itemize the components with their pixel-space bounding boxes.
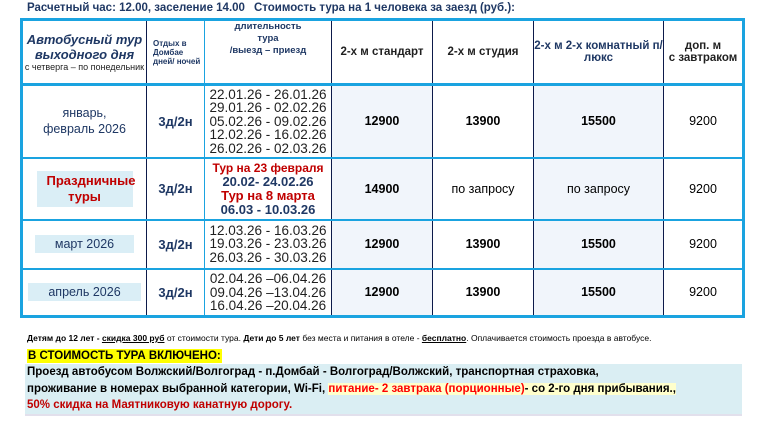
included-box: [25, 364, 742, 416]
note-part: . Оплачивается стоимость проезда в автобусе.: [466, 333, 652, 343]
table-row: [22, 85, 744, 158]
header-studio: 2-х м студия: [433, 20, 534, 85]
extra-label-2: с завтраком: [668, 52, 738, 64]
price-studio: по запросу: [433, 158, 534, 220]
nights-cell: 3д/2н: [147, 85, 205, 158]
date-range: 16.04.26 –20.04.26: [209, 298, 327, 313]
header-extra: [664, 20, 744, 85]
tour-price-table: [20, 18, 745, 318]
included-line-3: 50% скидка на Маятниковую канатную дорогу.: [27, 399, 293, 411]
date-range: 26.03.26 - 30.03.26: [209, 249, 327, 265]
date-range: 22.01.26 - 26.01.26: [209, 86, 327, 102]
nights-cell: 3д/2н: [147, 158, 205, 220]
period-cell: [22, 269, 147, 317]
price-lux: 15500: [534, 220, 664, 269]
table-row: [22, 158, 744, 220]
price-extra: 9200: [664, 158, 744, 220]
price-standard: 12900: [332, 269, 433, 317]
date-range: 19.03.26 - 23.03.26: [209, 236, 327, 252]
price-studio: 13900: [433, 269, 534, 317]
included-line-1: Проезд автобусом Волжский/Волгоград - п.Домбай - Волгоград/Волжский, транспортная страховка,: [27, 366, 599, 378]
included-text: проживание в номерах выбранной категории, Wi-Fi,: [27, 382, 329, 395]
date-range: 20.02- 24.02.26: [222, 173, 314, 189]
date-range: 02.04.26 –06.04.26: [209, 271, 327, 286]
holiday-title: Тур на 8 марта: [221, 187, 315, 203]
header-lux: 2-х м 2-х комнатный п/люкс: [534, 20, 664, 85]
checkout-info: Расчетный час: 12.00, заселение 14.00: [27, 2, 245, 14]
price-lux: по запросу: [534, 158, 664, 220]
date-range: 12.02.26 - 16.02.26: [209, 127, 327, 142]
price-lux: 15500: [534, 269, 664, 317]
header-standard: 2-х м стандарт: [332, 20, 433, 85]
date-range: 06.03 - 10.03.26: [220, 201, 316, 217]
price-title: Стоимость тура на 1 человека за заезд (руб.):: [254, 2, 515, 14]
extra-label-1: доп. м: [684, 40, 722, 52]
meals-text: питание- 2 завтрака (порционные): [328, 382, 525, 395]
date-range: 26.02.26 - 02.03.26: [209, 140, 327, 156]
header-rest: Отдых в Домбае дней/ ночей: [147, 20, 205, 85]
tour-subtitle: с четверга – по понедельник: [24, 61, 145, 72]
included-line-2: [27, 381, 742, 398]
price-studio: 13900: [433, 220, 534, 269]
dates-cell: [205, 158, 332, 220]
period-cell: январь, февраль 2026: [22, 85, 147, 158]
included-title: В СТОИМОСТЬ ТУРА ВКЛЮЧЕНО:: [28, 350, 221, 362]
date-range: 29.01.26 - 02.02.26: [209, 100, 327, 115]
period-label: апрель 2026: [28, 283, 140, 301]
holiday-title: Тур на 23 февраля: [212, 160, 324, 175]
note-part: от стоимости тура.: [164, 333, 244, 343]
period-cell: [22, 158, 147, 220]
price-extra: 9200: [664, 269, 744, 317]
duration-label-1: длительность: [234, 21, 302, 32]
date-range: 05.02.26 - 09.02.26: [209, 113, 327, 129]
header-duration: [205, 20, 332, 85]
duration-label-3: /выезд – приезд: [229, 45, 307, 56]
note-part: без места и питания в отеле -: [299, 333, 422, 343]
dates-cell: [205, 269, 332, 317]
free-label: бесплатно: [421, 333, 467, 343]
price-lux: 15500: [534, 85, 664, 158]
price-standard: 12900: [332, 85, 433, 158]
holiday-label: Праздничные туры: [37, 171, 133, 207]
table-row: [22, 220, 744, 269]
tour-title: Автобусный тур выходного дня: [26, 31, 143, 62]
nights-cell: 3д/2н: [147, 220, 205, 269]
period-cell: [22, 220, 147, 269]
price-extra: 9200: [664, 220, 744, 269]
included-text: - со 2-го дня прибывания.,: [524, 382, 676, 395]
note-part: Детям до 12 лет -: [27, 333, 102, 343]
price-extra: 9200: [664, 85, 744, 158]
table-header-row: [22, 20, 744, 85]
dates-cell: [205, 220, 332, 269]
children-discount-note: [27, 333, 651, 343]
period-label: март 2026: [35, 235, 134, 253]
duration-label-2: тура: [257, 33, 279, 44]
header-line: [27, 2, 515, 14]
dates-cell: [205, 85, 332, 158]
date-range: 09.04.26 –13.04.26: [209, 284, 327, 300]
price-standard: 12900: [332, 220, 433, 269]
price-studio: 13900: [433, 85, 534, 158]
discount-amount: скидка 300 руб: [101, 333, 165, 343]
note-part: Дети до 5 лет: [243, 333, 300, 343]
header-tour: [22, 20, 147, 85]
price-standard: 14900: [332, 158, 433, 220]
nights-cell: 3д/2н: [147, 269, 205, 317]
date-range: 12.03.26 - 16.03.26: [209, 222, 327, 238]
table-row: [22, 269, 744, 317]
